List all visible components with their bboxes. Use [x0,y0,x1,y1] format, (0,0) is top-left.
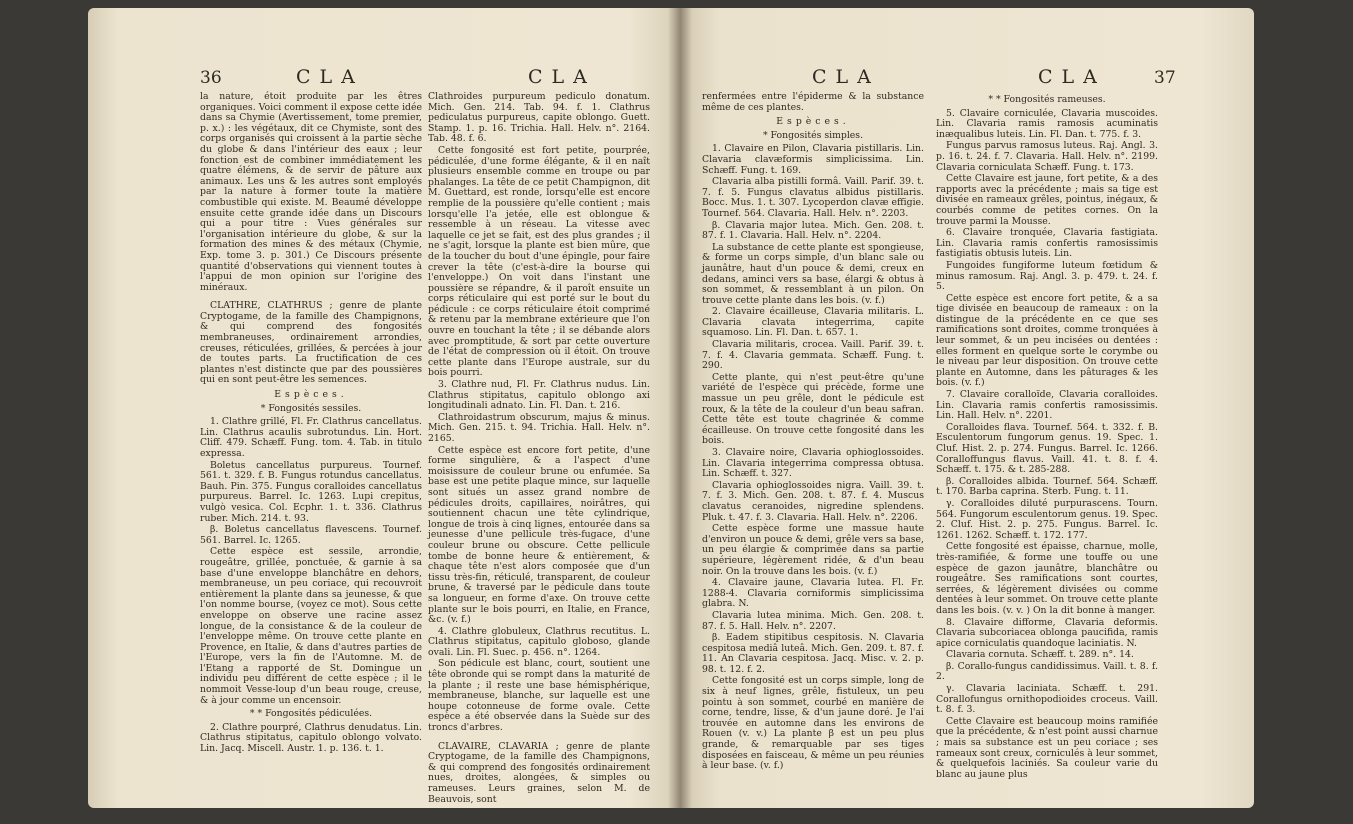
left-page-column-1 [200,92,422,756]
text-paragraph: 2. Clathre pourpré, Clathrus denudatus. Lin. Clathrus stipitatus, capitulo oblongo volvato. Lin. Jacq. Miscell. Austr. 1. p. 136. t. 1. [200,721,422,755]
running-header-left-col2: CLA [528,66,596,88]
text-paragraph: Fungus parvus ramosus luteus. Raj. Angl. 3. p. 16. t. 24. f. 7. Clavaria. Hall. Helv. n°. 2199. Clavaria corniculata Schæff. Fung. t. 173. [936,140,1158,173]
text-paragraph: 7. Clavaire coralloïde, Clavaria coralloides. Lin. Clavaria ramis confertis ramosissimis. Lin. Hall. Helv. n°. 2201. [936,389,1158,422]
text-paragraph: 1. Clavaire en Pilon, Clavaria pistillaris. Lin. Clavaria clavæformis simplicissima. Lin. Schæff. Fung. t. 169. [702,143,924,176]
text-paragraph: Espèces. [776,116,850,128]
page-number-left: 36 [200,68,222,88]
text-paragraph: CLATHRE, CLATHRUS ; genre de plante Cryptogame, de la famille des Champignons, & qui comprend des fongosités membraneuses, ordinairement arrondies, creuses, réticulées, grillées, & percées à jour de toutes parts. La fructification de ces plantes n'est distincte que par des poussières qui en sont peut-être les semences. [200,300,422,386]
text-paragraph: Cette fongosité est épaisse, charnue, molle, très-ramifiée, & forme une touffe ou une espèce de gazon jaunâtre, blanchâtre ou rougeâtre. Ses ramifications sont courtes, serrées, & légèrement divisées ou comme dentées à leur sommet. On trouve cette plante dans les bois. (v. v. ) On la dit bonne à manger. [936,541,1158,616]
text-paragraph: Cette espèce est encore fort petite, d'une forme singulière, & a l'aspect d'une moisissure de couleur brune ou enfumée. Sa base est une petite plaque mince, sur laquelle sont situés un assez grand nombre de pédicules droits, capillaires, noirâtres, qui soutiennent chacun une tête cylindrique, longue de trois à cinq lignes, entourée dans sa jeunesse d'une pellicule très-fugace, d'une couleur brune ou obscure. Cette pellicule tombe de bonne heure & entièrement, & chaque tête n'est alors composée que d'un tissu très-fin, réticulé, transparent, de couleur brune, & traversé par le pédicule dans toute sa longueur, en forme d'axe. On trouve cette plante sur le bois pourri, en Italie, en France, &c. (v. f.) [428,444,650,626]
text-paragraph: * * Fongosités pédiculées. [249,708,373,720]
text-paragraph: Coralloides flava. Tournef. 564. t. 332. f. B. Esculentorum fungorum genus. 19. Spec. 1. Cluf. Hist. 2. p. 274. Fungus. Barrel. Ic. 1266. Coralloffungus flavus. Vaill. 41. t. 8. f. 4. Schæff. t. 175. & t. 285-288. [936,421,1158,476]
text-paragraph: 4. Clavaire jaune, Clavaria lutea. Fl. Fr. 1288-4. Clavaria corniformis simplicissima glabra. N. [702,577,924,610]
text-paragraph: β. Coralloides albida. Tournef. 564. Schæff. t. 170. Barba caprina. Sterb. Fung. t. 11. [936,475,1158,498]
text-paragraph: Boletus cancellatus purpureus. Tournef. 561. t. 329. f. B. Fungus rotundus cancellatus. Bauh. Pin. 375. Fungus coralloides cancellatus purpureus. Barrel. Ic. 1263. Lupi crepitus, vulgò vesica. Col. Ecphr. 1. t. 336. Clathrus ruber. Mich. 214. t. 93. [200,459,422,524]
text-paragraph: Clathroides purpureum pediculo donatum. Mich. Gen. 214. Tab. 94. f. 1. Clathrus pediculatus purpureus, capite oblongo. Guett. Stamp. 1. p. 16. Trichia. Hall. Helv. n°. 2164. Tab. 48. f. 6. [428,91,650,145]
text-paragraph: 3. Clavaire noire, Clavaria ophioglossoides. Lin. Clavaria integerrima compressa obtusa. Lin. Schæff. t. 327. [702,447,924,480]
page-number-right: 37 [1154,68,1176,88]
text-paragraph: Clavaria alba pistilli formâ. Vaill. Parif. 39. t. 7. f. 5. Fungus clavatus albidus pistillaris. Bocc. Mus. 1. t. 307. Lycoperdon clavæ effigie. Tournef. 564. Clavaria. Hall. Helv. n°. 2203. [702,176,924,219]
right-page-column-1 [702,92,924,773]
text-paragraph: Cette fongosité est fort petite, pourprée, pédiculée, d'une forme élégante, & il en naît plusieurs ensemble comme en troupe ou par phalanges. La tête de ce petit Champignon, dit M. Guettard, est ronde, lorsqu'elle est encore remplie de la poussière qu'elle contient ; mais lorsqu'elle l'a jetée, elle est oblongue & ressemble à un réseau. La vitesse avec laquelle ce jet se fait, est des plus grandes ; il ne s'agit, lorsque la plante est bien mûre, que de la toucher du bout d'une épingle, pour faire crever la tête (c'est-à-dire la bourse qui l'enveloppe.) On voit dans l'instant une poussière se répandre, & il paroît ensuite un corps réticulaire qui est porté sur le bout du pédicule : ce corps réticulaire étoit comprimé & retenu par la membrane extérieure que l'on ouvre en touchant la tête ; il se débande alors avec promptitude, & sort par cette ouverture de l'état de compression où il étoit. On trouve cette plante dans l'Europe australe, sur du bois pourri. [428,144,650,379]
text-paragraph: Clathroidastrum obscurum, majus & minus. Mich. Gen. 215. t. 94. Trichia. Hall. Helv. n°. 2165. [428,411,650,444]
text-paragraph: CLAVAIRE, CLAVARIA ; genre de plante Cryptogame, de la famille des Champignons, & qui comprend des fongosités ordinairement nues, droites, alongées, & simples ou rameuses. Leurs graines, selon M. de Beauvois, sont [428,740,650,805]
text-paragraph: Cette espèce forme une massue haute d'environ un pouce & demi, grêle vers sa base, un peu élargie & comprimée dans sa partie supérieure, légèrement ridée, & d'un beau noir. On la trouve dans les bois. (v. f.) [702,523,924,577]
text-paragraph: Espèces. [274,389,348,401]
running-header-left-col1: CLA [296,66,364,88]
left-page-column-2 [428,92,650,806]
text-paragraph: 8. Clavaire difforme, Clavaria deformis. Clavaria subcoriacea oblonga paucifida, ramis apice corniculatis quandoque laciniatis. N. [936,616,1158,649]
text-paragraph: * Fongosités simples. [762,129,864,141]
text-paragraph: Fungoides fungiforme luteum fœtidum & minus ramosum. Raj. Angl. 3. p. 479. t. 24. f. 5. [936,259,1158,293]
running-header-right-col1: CLA [812,66,880,88]
text-paragraph: Cette plante, qui n'est peut-être qu'une variété de l'espèce qui précède, forme une massue un peu grêle, dont le pédicule est roux, & la tête de la couleur d'un beau safran. Cette tête est toute chagrinée & comme écailleuse. On trouve cette fongosité dans les bois. [702,371,924,447]
text-paragraph: β. Corallo-fungus candidissimus. Vaill. t. 8. f. 2. [936,660,1158,683]
text-paragraph: 3. Clathre nud, Fl. Fr. Clathrus nudus. Lin. Clathrus stipitatus, capitulo oblongo axi longitudinali adnato. Lin. Fl. Dan. t. 216. [428,379,650,412]
running-header-right-col2: CLA [1038,66,1106,88]
text-paragraph: 6. Clavaire tronquée, Clavaria fastigiata. Lin. Clavaria ramis confertis ramosissimis fastigiatis obtusis luteis. Lin. [936,227,1158,260]
text-paragraph: Clavaria ophioglossoides nigra. Vaill. 39. t. 7. f. 3. Mich. Gen. 208. t. 87. f. 4. Muscus clavatus ceranoides, nigredine splendens. Pluk. t. 47. f. 3. Clavaria. Hall. Helv. n°. 2206. [702,479,924,523]
text-paragraph: Cette espèce est encore fort petite, & a sa tige divisée en beaucoup de rameaux : on la distingue de la précédente en ce que ses ramifications sont droites, comme tronquées à leur sommet, & un peu incisées ou dentées : elles forment en quelque sorte le corymbe ou le niveau par leur disposition. On trouve cette plante en Automne, dans les pâturages & les bois. (v. f.) [936,292,1158,389]
text-paragraph: * * Fongosités rameuses. [988,94,1106,105]
text-paragraph: 1. Clathre grillé, Fl. Fr. Clathrus cancellatus. Lin. Clathrus acaulis subrotundus. Lin. Hort. Cliff. 479. Schæff. Fung. tom. 4. Tab. in titulo expressa. [200,416,422,459]
text-paragraph: Clavaria cornuta. Schæff. t. 289. n°. 14. [946,649,1134,661]
left-page [88,8,680,808]
text-paragraph: Cette Clavaire est beaucoup moins ramifiée que la précédente, & n'est point aussi charnue ; mais sa substance est un peu coriace ; ses rameaux sont creux, corniculés à leur sommet, & quelquefois laciniés. Sa couleur varie du blanc au jaune plus [936,715,1158,780]
text-paragraph: Son pédicule est blanc, court, soutient une tête obronde qui se rompt dans la maturité de la plante ; il reste une base hémisphérique, membraneuse, blanche, sur laquelle est une houpe cotonneuse de forme ovale. Cette espèce a été observée dans la Suède sur des troncs d'arbres. [428,658,650,734]
book-gutter [668,8,692,808]
text-paragraph: renfermées entre l'épiderme & la substance même de ces plantes. [702,91,924,113]
right-page-column-2 [936,92,1158,781]
text-paragraph: Cette fongosité est un corps simple, long de six à neuf lignes, grêle, fistuleux, un peu pointu à son sommet, courbé en manière de corne, tendre, lisse, & d'un jaune doré. Je l'ai trouvée en automne dans les environs de Rouen (v. v.) La plante β est un peu plus grande, & remarquable par ses tiges disposées en faisceau, & même un peu réunies à leur base. (v. f.) [702,675,924,772]
text-paragraph: β. Eadem stipitibus cespitosis. N. Clavaria cespitosa mediâ luteâ. Mich. Gen. 209. t. 87. f. 11. An Clavaria cespitosa. Jacq. Misc. v. 2. p. 98. t. 12. f. 2. [702,632,924,675]
text-paragraph: γ. Clavaria laciniata. Schæff. t. 291. Corallofungus ornithopodioides croceus. Vaill. t. 8. f. 3. [936,683,1158,716]
text-paragraph: * Fongosités sessiles. [260,402,362,414]
right-page [680,8,1254,808]
text-paragraph: 5. Clavaire corniculée, Clavaria muscoides. Lin. Clavaria ramis ramosis acuminatis inæqualibus luteis. Lin. Fl. Dan. t. 775. f. 3. [936,107,1158,140]
text-paragraph: Clavaria lutea minima. Mich. Gen. 208. t. 87. f. 5. Hall. Helv. n°. 2207. [702,609,924,632]
text-paragraph: La substance de cette plante est spongieuse, & forme un corps simple, d'un blanc sale ou jaunâtre, haut d'un pouce & demi, creux en dedans, aminci vers sa base, élargi & obtus à son sommet, & ressemblant à un pilon. On trouve cette plante dans les bois. (v. f.) [702,241,924,306]
text-paragraph: γ. Coralloides diluté purpurascens. Tourn. 564. Fungorum esculentorum genus. 19. Spec. 2. Cluf. Hist. 2. p. 275. Fungus. Barrel. Ic. 1261. 1262. Schæff. t. 172. 177. [936,497,1158,541]
text-paragraph: la nature, étoit produite par les êtres organiques. Voici comment il expose cette idée dans sa Chymie (Avertissement, tome premier, p. x.) : les végétaux, dit ce Chymiste, sont des corps organisés qui croissent à la partie sèche du globe & dans l'intérieur des eaux ; leur fonction est de combiner immédiatement les quatre élémens, & de servir de pâture aux animaux. Les uns & les autres sont employés par la nature à former toute la matière combustible qui existe. M. Beaumé développe ensuite cette grande idée dans un Discours qui a pour titre : Vues générales sur l'organisation intérieure du globe, & sur la formation des mines & des métaux (Chymie, Exp. tome 3. p. 301.) Ce Discours présente quantité d'observations qui viennent toutes à l'appui de mon opinion sur l'origine des minéraux. [200,91,422,293]
text-paragraph: Cette Clavaire est jaune, fort petite, & a des rapports avec la précédente ; mais sa tige est divisée en rameaux grêles, pointus, inégaux, & courbés comme de petites cornes. On la trouve parmi la Mousse. [936,173,1158,227]
text-paragraph: β. Clavaria major lutea. Mich. Gen. 208. t. 87. f. 1. Clavaria. Hall. Helv. n°. 2204. [702,219,924,242]
text-paragraph: Clavaria militaris, crocea. Vaill. Parif. 39. t. 7. f. 4. Clavaria gemmata. Schæff. Fung. t. 290. [702,339,924,372]
text-paragraph: β. Boletus cancellatus flavescens. Tournef. 561. Barrel. Ic. 1265. [200,524,422,546]
text-paragraph: 2. Clavaire écailleuse, Clavaria militaris. L. Clavaria clavata integerrima, capite squamoso. Lin. Fl. Dan. t. 657. 1. [702,306,924,339]
text-paragraph: 4. Clathre globuleux, Clathrus recutitus. L. Clathrus stipitatus, capitulo globoso, glande ovali. Lin. Fl. Suec. p. 456. n°. 1264. [428,625,650,658]
text-paragraph: Cette espèce est sessile, arrondie, rougeâtre, grillée, ponctuée, & garnie à sa base d'une enveloppe blanchâtre en dehors, membraneuse, un peu coriace, qui recouvroit entièrement la plante dans sa jeunesse, & que l'on nomme bourse, (voyez ce mot). Sous cette enveloppe on observe une racine assez longue, de la consistance & de la couleur de l'enveloppe même. On trouve cette plante en Provence, en Italie, & dans d'autres parties de l'Europe, vers la fin de l'Automne. M. de l'Etang a rapporté de St. Domingue un individu peu différent de cette espèce ; il le nommoit Vesse-loup d'un beau rouge, creuse, & à jour comme un encensoir. [200,546,422,706]
